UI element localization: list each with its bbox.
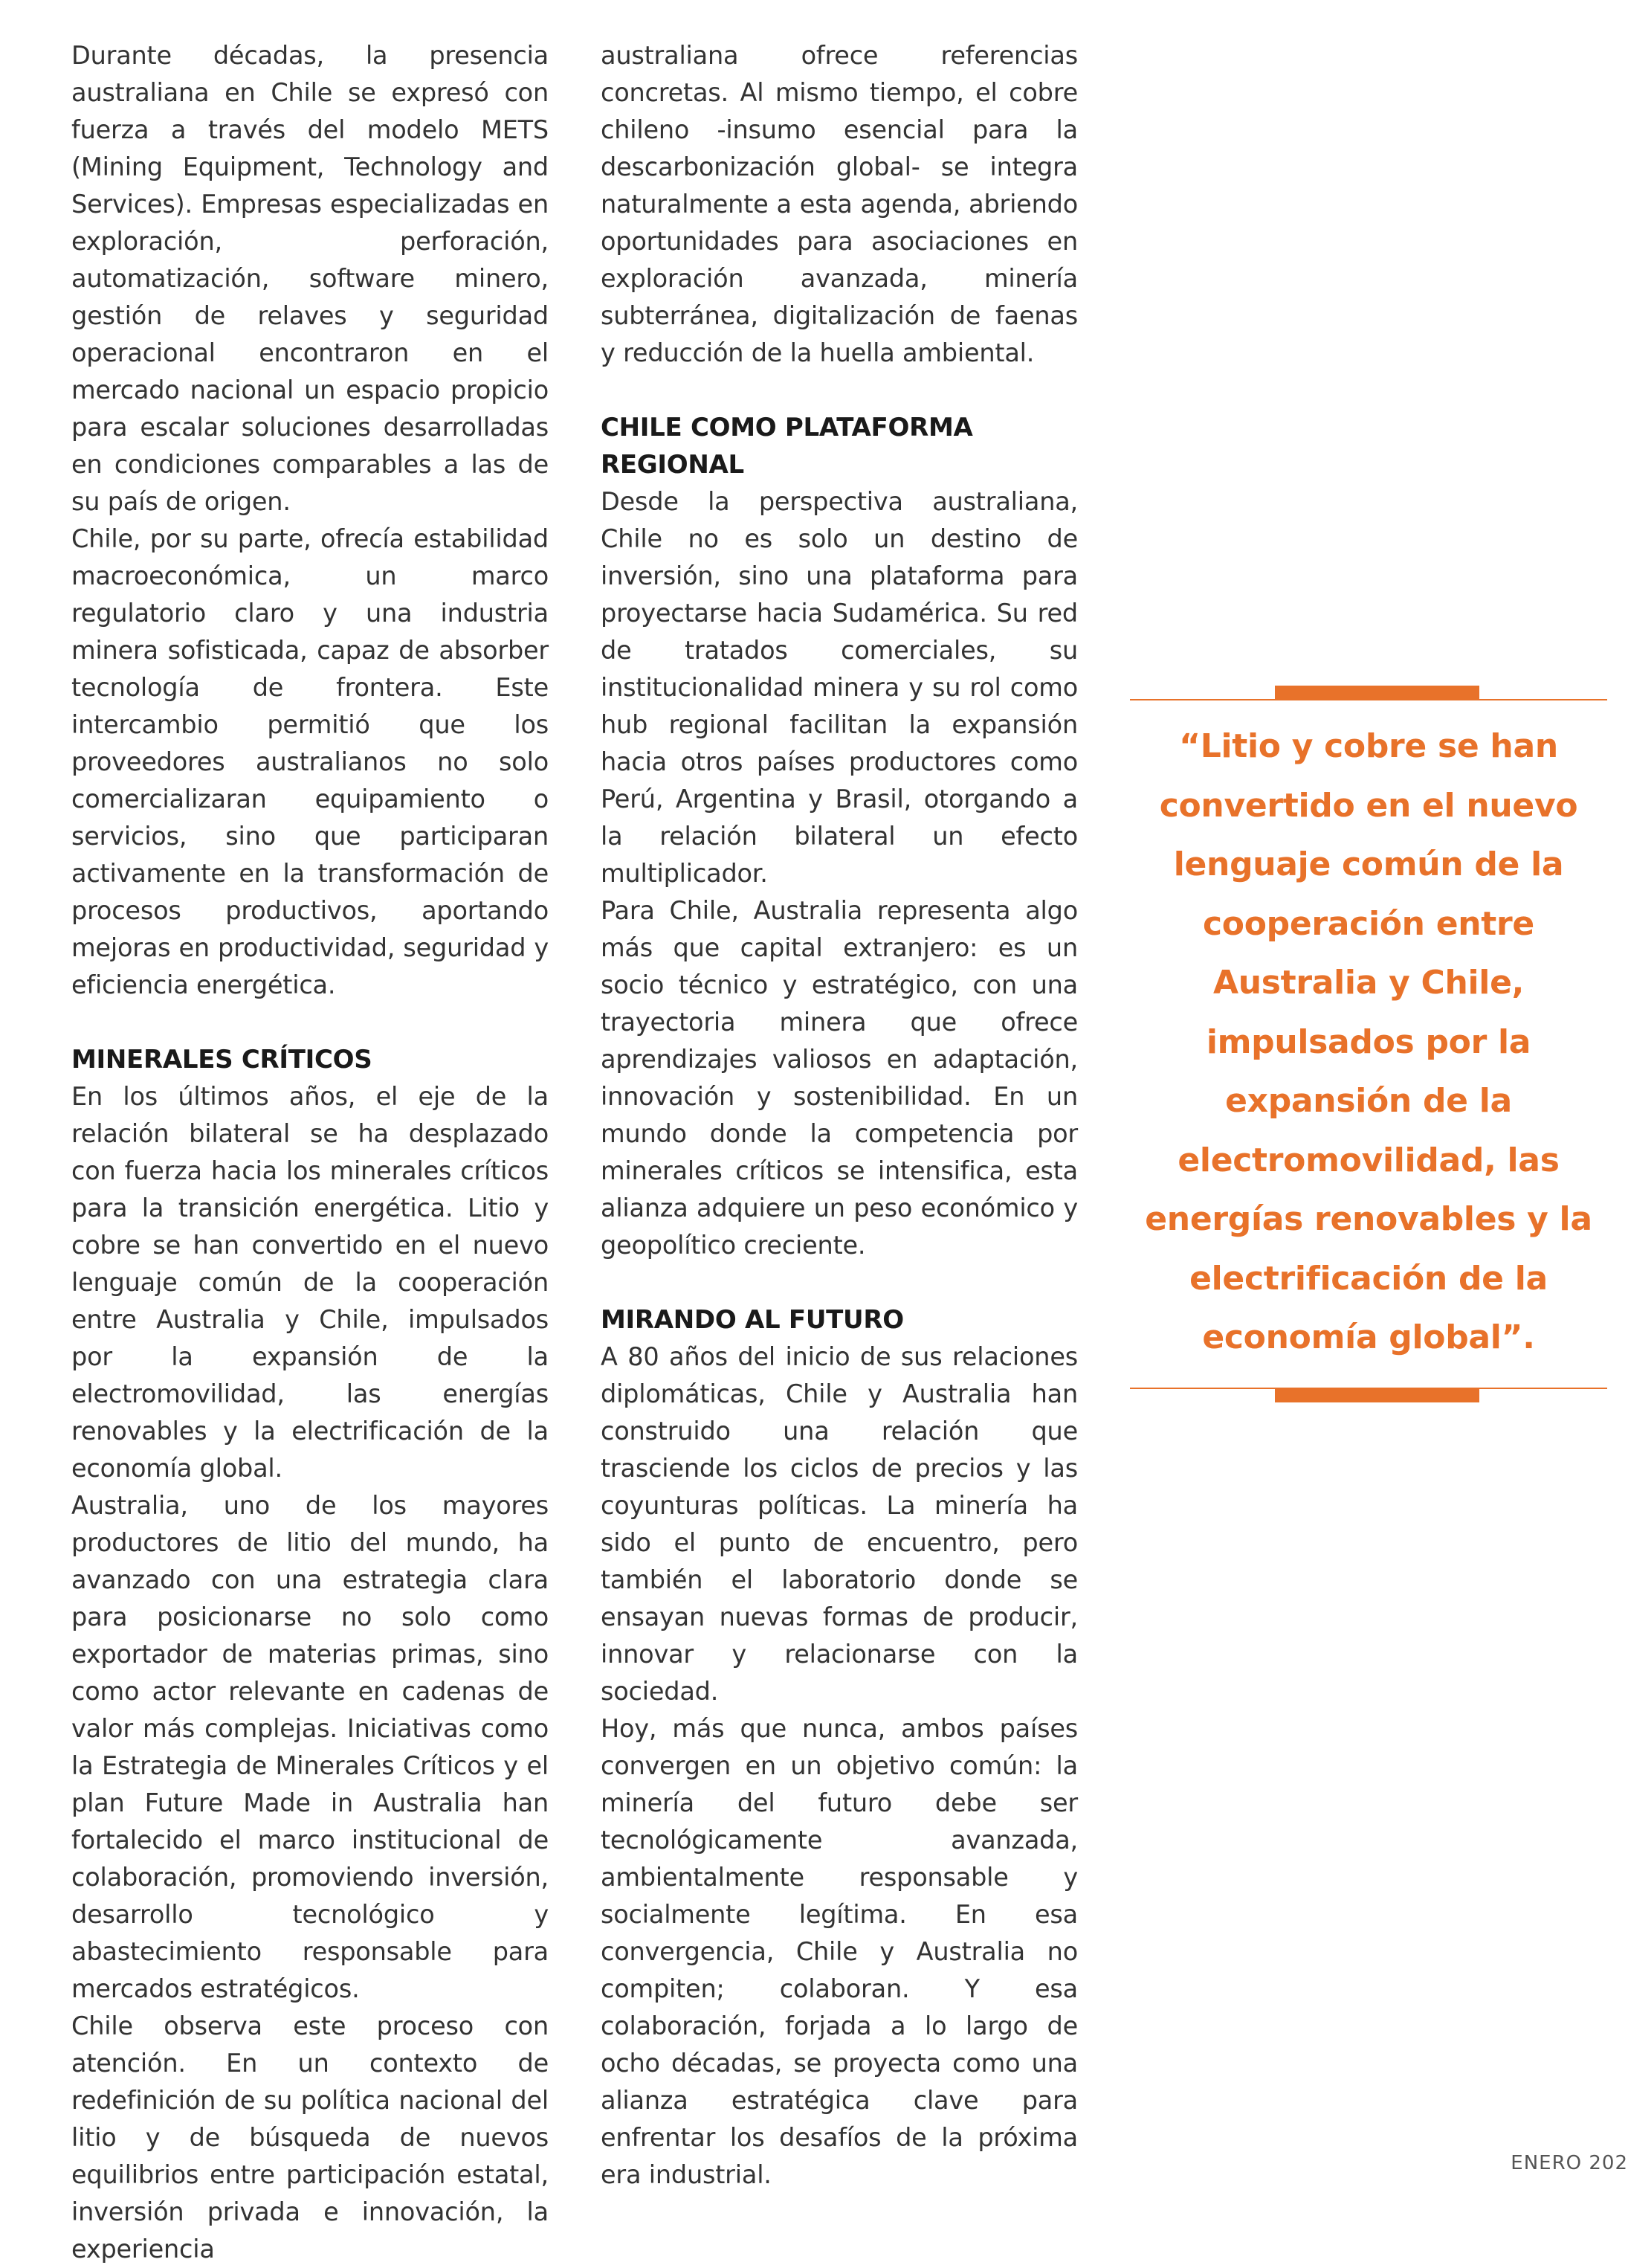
body-paragraph: Desde la perspectiva australiana, Chile no es solo un destino de inversión, sino una plataforma para proyectarse hacia Sudamérica. Su red de tratados comerciales, su institucionalidad minera y su rol como hub regional facilitan la expansión hacia otros países productores como Perú, Argentina y Brasil, otorgando a la relación bilateral un efecto multiplicador. [601, 487, 1078, 888]
body-paragraph: Chile observa este proceso con atención. En un contexto de redefinición de su política nacional del litio y de búsqueda de nuevos equilibrios entre participación estatal, inversión privada e innovación, la experiencia [71, 2011, 549, 2264]
section-heading-minerales-criticos: MINERALES CRÍTICOS [71, 1045, 372, 1075]
article-column-middle [601, 37, 1078, 2194]
body-paragraph: Chile, por su parte, ofrecía estabilidad macroeconómica, un marco regulatorio claro y una industria minera sofisticada, capaz de absorber tecnología de frontera. Este intercambio permitió que los proveedores australianos no solo comercializaran equipamiento o servicios, sino que participaran activamente en la transformación de procesos productivos, aportando mejoras en productividad, seguridad y eficiencia energética. [71, 524, 549, 999]
body-paragraph: En los últimos años, el eje de la relación bilateral se ha desplazado con fuerza hacia los minerales críticos para la transición energética. Litio y cobre se han convertido en el nuevo lenguaje común de la cooperación entre Australia y Chile, impulsados por la expansión de la electromovilidad, las energías renovables y la electrificación de la economía global. [71, 1082, 549, 1483]
body-paragraph: Australia, uno de los mayores productores de litio del mundo, ha avanzado con una estrategia clara para posicionarse no solo como exportador de materias primas, sino como actor relevante en cadenas de valor más complejas. Iniciativas como la Estrategia de Minerales Críticos y el plan Future Made in Australia han fortalecido el marco institucional de colaboración, promoviendo inversión, desarrollo tecnológico y abastecimiento responsable para mercados estratégicos. [71, 1491, 549, 2003]
pull-quote-top-rule [1130, 699, 1607, 700]
body-paragraph: Para Chile, Australia representa algo más que capital extranjero: es un socio técnico y estratégico, con una trayectoria minera que ofrece aprendizajes valiosos en adaptación, innovación y sostenibilidad. En un mundo donde la competencia por minerales críticos se intensifica, esta alianza adquiere un peso económico y geopolítico creciente. [601, 896, 1078, 1260]
page-footer-date: ENERO 202 [1511, 2152, 1628, 2174]
pull-quote-top-accent-bar [1275, 686, 1479, 699]
article-column-left [71, 37, 549, 2268]
section-heading-mirando-al-futuro: MIRANDO AL FUTURO [601, 1305, 904, 1335]
body-paragraph: Hoy, más que nunca, ambos países convergen en un objetivo común: la minería del futuro debe ser tecnológicamente avanzada, ambientalmente responsable y socialmente legítima. En esa convergencia, Chile y Australia no compiten; colaboran. Y esa colaboración, forjada a lo largo de ocho décadas, se proyecta como una alianza estratégica clave para enfrentar los desafíos de la próxima era industrial. [601, 1714, 1078, 2189]
pull-quote-bottom-accent-bar [1275, 1389, 1479, 1402]
pull-quote [1130, 686, 1607, 1404]
pull-quote-text: “Litio y cobre se han convertido en el nuevo lenguaje común de la cooperación entre Australia y Chile, impulsados por la expansión de la electromovilidad, las energías renovables y la electrificación de la economía global”. [1145, 727, 1592, 1356]
body-paragraph: A 80 años del inicio de sus relaciones diplomáticas, Chile y Australia han construido una relación que trasciende los ciclos de precios y las coyunturas políticas. La minería ha sido el punto de encuentro, pero también el laboratorio donde se ensayan nuevas formas de producir, innovar y relacionarse con la sociedad. [601, 1342, 1078, 1706]
section-heading-plataforma-regional: CHILE COMO PLATAFORMA REGIONAL [601, 413, 973, 480]
body-paragraph: Durante décadas, la presencia australiana en Chile se expresó con fuerza a través del modelo METS (Mining Equipment, Technology and Services). Empresas especializadas en exploración, perforación, automatización, software minero, gestión de relaves y seguridad operacional encontraron en el mercado nacional un espacio propicio para escalar soluciones desarrolladas en condiciones comparables a las de su país de origen. [71, 41, 549, 516]
body-paragraph: australiana ofrece referencias concretas. Al mismo tiempo, el cobre chileno -insumo esencial para la descarbonización global- se integra naturalmente a esta agenda, abriendo oportunidades para asociaciones en exploración avanzada, minería subterránea, digitalización de faenas y reducción de la huella ambiental. [601, 41, 1078, 367]
